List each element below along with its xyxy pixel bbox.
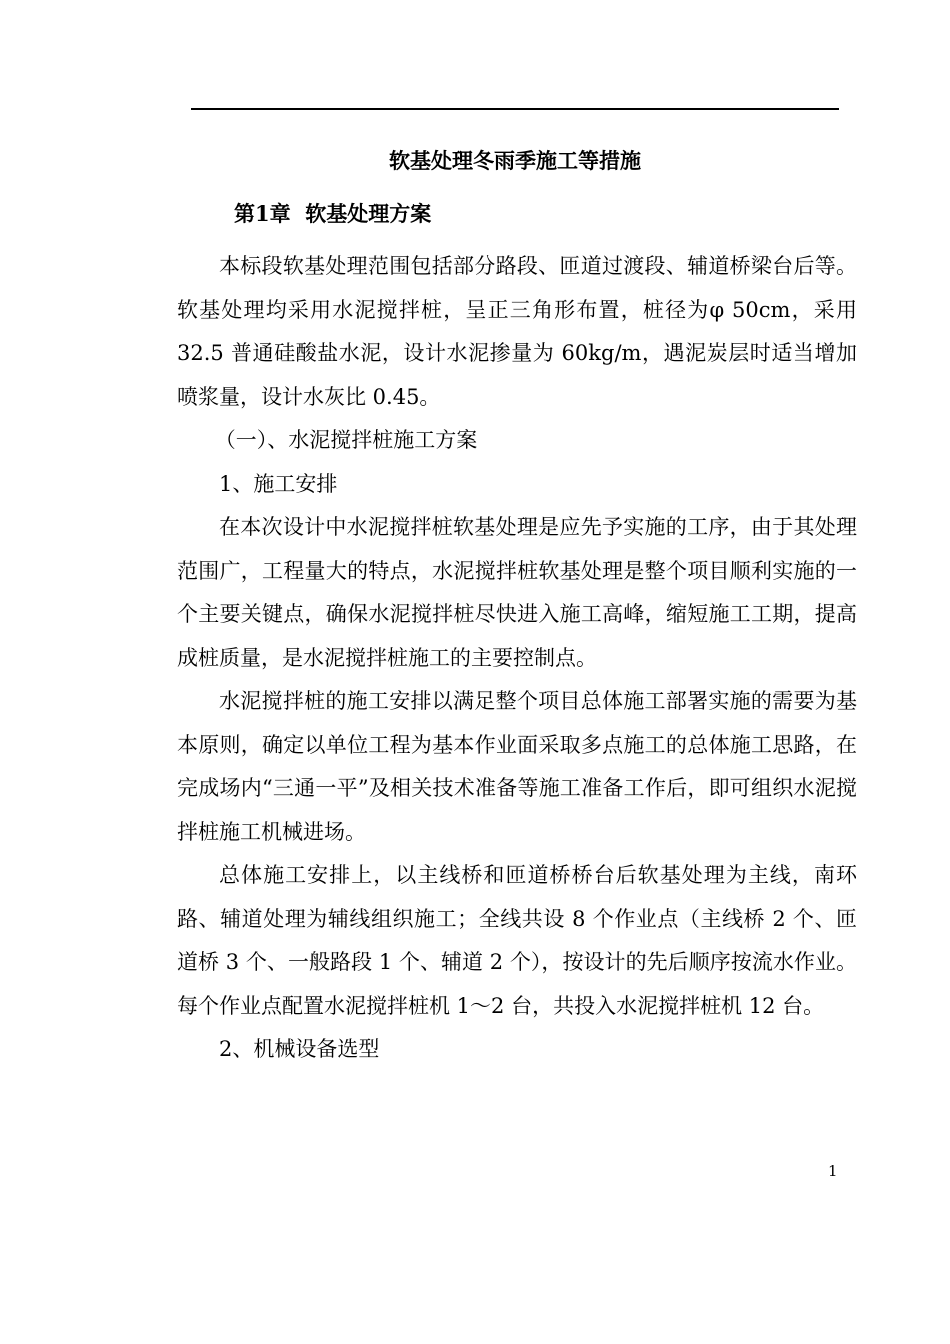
body-text: [177, 245, 857, 1072]
paragraph: 总体施工安排上，以主线桥和匝道桥桥台后软基处理为主线，南环路、辅道处理为辅线组织施工；全线共设 8 个作业点（主线桥 2 个、匝道桥 3 个、一般路段 1 个、辅道 2 个），按设计的先后顺序按流水作业。每个作业点配置水泥搅拌桩机 1～2 台，共投入水泥搅拌桩机 12 台。: [177, 863, 857, 1018]
paragraph: 在本次设计中水泥搅拌桩软基处理是应先予实施的工序，由于其处理范围广，工程量大的特点，水泥搅拌桩软基处理是整个项目顺利实施的一个主要关键点，确保水泥搅拌桩尽快进入施工高峰，缩短施工工期，提高成桩质量，是水泥搅拌桩施工的主要控制点。: [177, 515, 857, 670]
paragraph: 水泥搅拌桩的施工安排以满足整个项目总体施工部署实施的需要为基本原则，确定以单位工程为基本作业面采取多点施工的总体施工思路，在完成场内“三通一平”及相关技术准备等施工准备工作后，即可组织水泥搅拌桩施工机械进场。: [177, 689, 857, 844]
chapter-heading: 第1章 软基处理方案: [234, 201, 432, 226]
subsection-heading: 2、机械设备选型: [219, 1037, 380, 1061]
header-rule: [191, 108, 839, 110]
section-heading: （一）、水泥搅拌桩施工方案: [214, 428, 478, 452]
document-title: 软基处理冬雨季施工等措施: [389, 148, 641, 173]
page-number: 1: [828, 1162, 838, 1180]
subsection-heading: 1、施工安排: [219, 471, 338, 496]
paragraph: 本标段软基处理范围包括部分路段、匝道过渡段、辅道桥梁台后等。软基处理均采用水泥搅拌桩，呈正三角形布置，桩径为φ 50cm，采用 32.5 普通硅酸盐水泥，设计水泥掺量为 60kg/m，遇泥炭层时适当增加喷浆量，设计水灰比 0.45。: [177, 254, 857, 409]
